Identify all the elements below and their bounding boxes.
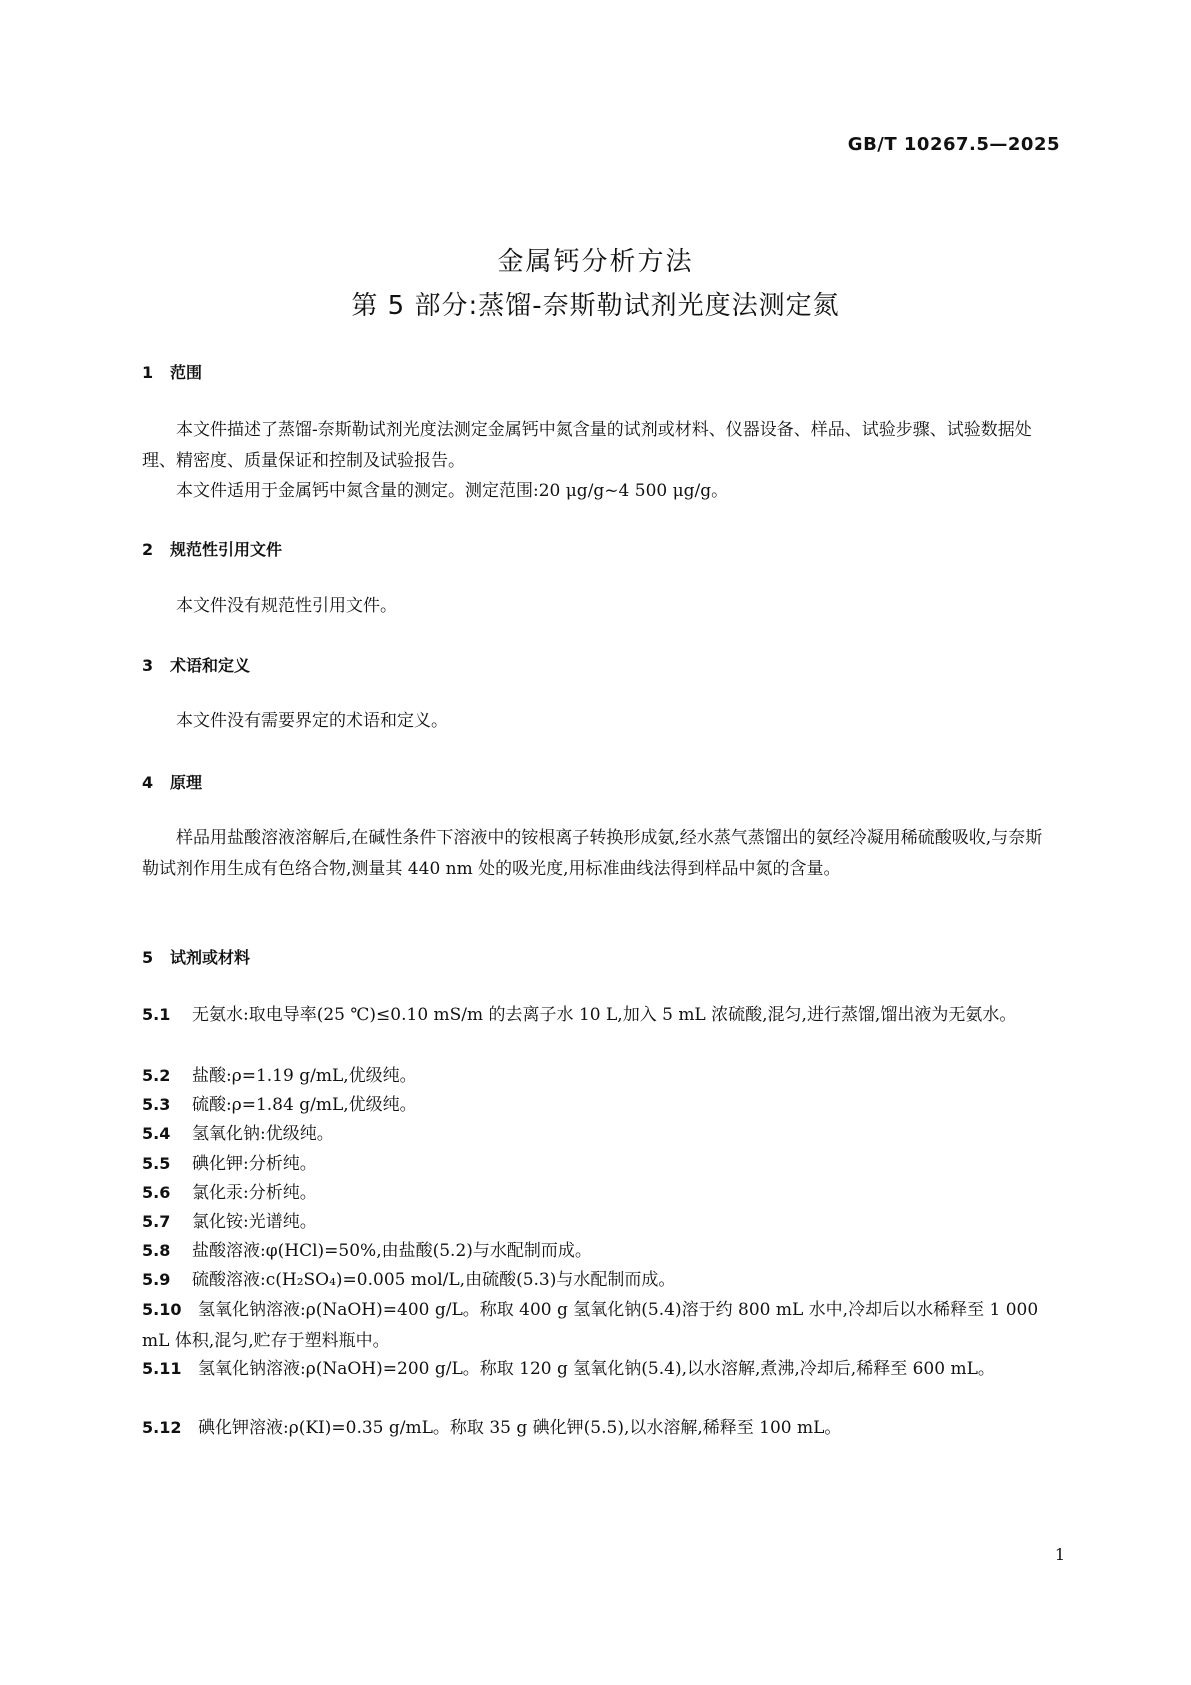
reagent-number: 5.5 bbox=[142, 1154, 171, 1173]
reagent-text: 盐酸:ρ=1.19 g/mL,优级纯。 bbox=[192, 1066, 417, 1086]
reagent-item bbox=[142, 1089, 1054, 1121]
reagent-number: 5.3 bbox=[142, 1095, 171, 1114]
reagent-item bbox=[142, 1412, 1054, 1444]
reagent-text: 氢氧化钠:优级纯。 bbox=[192, 1124, 334, 1144]
reagent-item bbox=[142, 1206, 1054, 1238]
terms-paragraph: 本文件没有需要界定的术语和定义。 bbox=[176, 711, 448, 731]
document-subtitle: 第 5 部分:蒸馏-奈斯勒试剂光度法测定氮 bbox=[351, 291, 840, 321]
reagent-text: 碘化钾溶液:ρ(KI)=0.35 g/mL。称取 35 g 碘化钾(5.5),以水溶解,稀释至 100 mL。 bbox=[198, 1418, 842, 1438]
standard-code: GB/T 10267.5—2025 bbox=[847, 134, 1060, 155]
reagent-item bbox=[142, 1118, 1054, 1150]
section-number: 3 bbox=[142, 656, 154, 675]
reagent-item bbox=[142, 1264, 1054, 1296]
reagent-text: 碘化钾:分析纯。 bbox=[192, 1154, 317, 1174]
reagent-number: 5.1 bbox=[142, 1005, 171, 1024]
reagent-number: 5.8 bbox=[142, 1241, 171, 1260]
reagent-number: 5.9 bbox=[142, 1270, 171, 1289]
reagent-item bbox=[142, 999, 1054, 1031]
reagent-number: 5.6 bbox=[142, 1183, 171, 1202]
reagent-item bbox=[142, 1060, 1054, 1092]
reagent-number: 5.7 bbox=[142, 1212, 171, 1231]
reagent-text: 氢氧化钠溶液:ρ(NaOH)=400 g/L。称取 400 g 氢氧化钠(5.4)溶于约 800 mL 水中,冷却后以水稀释至 1 000 mL 体积,混匀,贮存于塑料瓶中。 bbox=[142, 1300, 1039, 1351]
section-number: 2 bbox=[142, 540, 154, 559]
section-heading bbox=[142, 945, 250, 968]
reagent-text: 氯化汞:分析纯。 bbox=[192, 1183, 317, 1203]
section-title: 原理 bbox=[170, 773, 203, 792]
page-number: 1 bbox=[1054, 1545, 1065, 1564]
section-number: 4 bbox=[142, 773, 154, 792]
reagent-text: 氢氧化钠溶液:ρ(NaOH)=200 g/L。称取 120 g 氢氧化钠(5.4),以水溶解,煮沸,冷却后,稀释至 600 mL。 bbox=[198, 1359, 995, 1379]
section-number: 5 bbox=[142, 948, 154, 967]
reagent-number: 5.10 bbox=[142, 1300, 182, 1319]
scope-paragraph-2: 本文件适用于金属钙中氮含量的测定。测定范围:20 μg/g~4 500 μg/g。 bbox=[176, 481, 729, 501]
section-title: 试剂或材料 bbox=[170, 948, 251, 967]
document-title: 金属钙分析方法 bbox=[497, 247, 694, 277]
reagent-item bbox=[142, 1235, 1054, 1267]
principle-paragraph: 样品用盐酸溶液溶解后,在碱性条件下溶液中的铵根离子转换形成氨,经水蒸气蒸馏出的氨经冷凝用稀硫酸吸收,与奈斯勒试剂作用生成有色络合物,测量其 440 nm 处的吸光度,用标准曲线法得到样品中氮的含量。 bbox=[142, 828, 1043, 879]
reagent-item bbox=[142, 1353, 1054, 1385]
reagent-text: 无氨水:取电导率(25 ℃)≤0.10 mS/m 的去离子水 10 L,加入 5 mL 浓硫酸,混匀,进行蒸馏,馏出液为无氨水。 bbox=[192, 1005, 1017, 1025]
reagent-item bbox=[142, 1148, 1054, 1180]
scope-paragraph-1: 本文件描述了蒸馏-奈斯勒试剂光度法测定金属钙中氮含量的试剂或材料、仪器设备、样品、试验步骤、试验数据处理、精密度、质量保证和控制及试验报告。 bbox=[142, 420, 1032, 471]
reagent-text: 盐酸溶液:φ(HCl)=50%,由盐酸(5.2)与水配制而成。 bbox=[192, 1241, 592, 1261]
reagent-number: 5.12 bbox=[142, 1418, 182, 1437]
section-heading bbox=[142, 770, 202, 793]
reagent-item bbox=[142, 1177, 1054, 1209]
normative-paragraph: 本文件没有规范性引用文件。 bbox=[176, 596, 397, 616]
section-title: 范围 bbox=[170, 363, 203, 382]
reagent-item bbox=[142, 1294, 1054, 1357]
reagent-text: 硫酸:ρ=1.84 g/mL,优级纯。 bbox=[192, 1095, 417, 1115]
reagent-number: 5.11 bbox=[142, 1359, 182, 1378]
reagent-text: 硫酸溶液:c(H₂SO₄)=0.005 mol/L,由硫酸(5.3)与水配制而成。 bbox=[192, 1270, 676, 1290]
reagent-number: 5.4 bbox=[142, 1124, 171, 1143]
section-heading bbox=[142, 537, 282, 560]
reagent-text: 氯化铵:光谱纯。 bbox=[192, 1212, 317, 1232]
section-title: 术语和定义 bbox=[170, 656, 251, 675]
section-title: 规范性引用文件 bbox=[170, 540, 283, 559]
section-heading bbox=[142, 653, 250, 676]
section-number: 1 bbox=[142, 363, 154, 382]
section-heading bbox=[142, 360, 202, 383]
reagent-number: 5.2 bbox=[142, 1066, 171, 1085]
